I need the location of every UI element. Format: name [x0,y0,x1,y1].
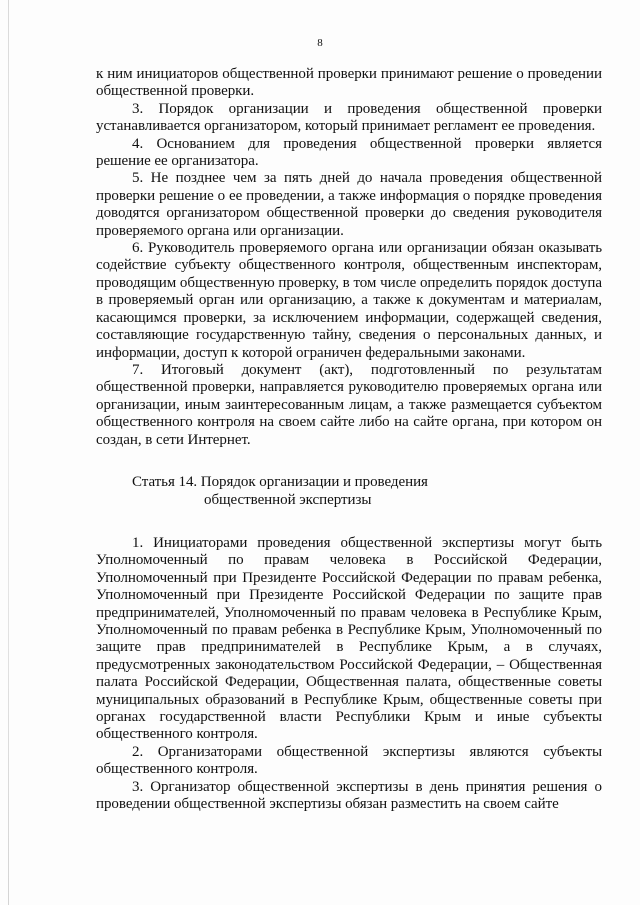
paragraph: 4. Основанием для проведения общественной проверки является решение ее организатора. [96,135,602,170]
paragraph: 3. Организатор общественной экспертизы в день принятия решения о проведении общественной экспертизы обязан разместить на своем сайте [96,778,602,813]
article-title-line-1: Статья 14. Порядок организации и проведения [132,473,428,490]
page-number: 8 [317,37,323,49]
scan-edge-shadow [8,0,9,905]
paragraph: 7. Итоговый документ (акт), подготовленный по результатам общественной проверки, направляется руководителю проверяемых органа или организации, иным заинтересованным лицам, а также размещается субъектом общественного контроля на своем сайте либо на сайте органа, при котором он создан, в сети Интернет. [96,361,602,448]
paragraph: к ним инициаторов общественной проверки принимают решение о проведении общественной проверки. [96,66,602,100]
paragraph: 1. Инициаторами проведения общественной экспертизы могут быть Уполномоченный по правам человека в Российской Федерации, Уполномоченный при Президенте Российской Федерации по правам ребенка, Уполномоченный при Президенте Российской Федерации по защите прав предпринимателей, Уполномоченный по правам человека в Республике Крым, Уполномоченный по правам ребенка в Республике Крым, Уполномоченный по защите прав предпринимателей в Республике Крым, а в случаях, предусмотренных законодательством Российской Федерации, – Общественная палата Российской Федерации, Общественная палата, общественные советы муниципальных образований в Республике Крым, общественные советы при органах государственной власти Республики Крым и иные субъекты общественного контроля. [96,534,602,743]
paragraphs-before-article [96,66,602,449]
article-title-line-2: общественной экспертизы [204,491,372,508]
paragraph: 5. Не позднее чем за пять дней до начала проведения общественной проверки решение о ее проведении, а также информация о порядке проведения доводятся организатором общественной проверки до сведения руководителя проверяемого органа или организации. [96,170,602,239]
paragraph: 6. Руководитель проверяемого органа или организации обязан оказывать содействие субъекту общественного контроля, общественным инспекторам, проводящим общественную проверку, в том числе определить порядок доступа в проверяемый орган или организацию, а также к документам и материалам, касающимся проверки, за исключением информации, содержащей сведения, составляющие государственную тайну, сведения о персональных данных, и информации, доступ к которой ограничен федеральными законами. [96,240,602,361]
paragraph: 3. Порядок организации и проведения общественной проверки устанавливается организатором, который принимает регламент ее проведения. [96,100,602,135]
article-heading [96,473,602,509]
document-body [96,66,602,813]
paragraph: 2. Организаторами общественной экспертизы являются субъекты общественного контроля. [96,743,602,778]
paragraphs-after-article [96,535,602,814]
